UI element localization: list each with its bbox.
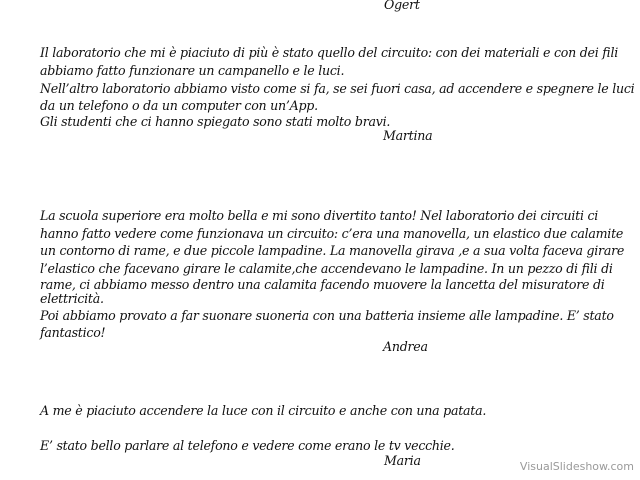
text-line: rame, ci abbiamo messo dentro una calamita facendo muovere la lancetta del misuratore di [40,277,605,292]
text-line: un contorno di rame, e due piccole lampadine. La manovella girava ,e a sua volta faceva girare [40,243,625,258]
text-line: E’ stato bello parlare al telefono e vedere come erano le tv vecchie. [40,438,455,453]
text-line: abbiamo fatto funzionare un campanello e le luci. [40,63,345,78]
text-line: Nell’altro laboratorio abbiamo visto come si fa, se sei fuori casa, ad accendere e spegnere le luci [40,81,635,96]
text-line: Gli studenti che ci hanno spiegato sono stati molto bravi. [40,114,391,129]
watermark: VisualSlideshow.com [519,460,634,473]
text-line: La scuola superiore era molto bella e mi sono divertito tanto! Nel laboratorio dei circuiti ci [40,208,599,223]
signature-andrea: Andrea [383,339,428,354]
text-line: A me è piaciuto accendere la luce con il circuito e anche con una patata. [40,403,487,418]
text-line: hanno fatto vedere come funzionava un circuito: c’era una manovella, un elastico due calamite [40,226,624,241]
text-line: l’elastico che facevano girare le calamite,che accendevano le lampadine. In un pezzo di fili di [40,261,613,276]
text-line: Il laboratorio che mi è piaciuto di più è stato quello del circuito: con dei materiali e con dei fili [40,45,619,60]
text-line: Poi abbiamo provato a far suonare suoneria con una batteria insieme alle lampadine. E’ stato [40,308,614,323]
signature-martina: Martina [383,128,433,143]
signature-maria: Maria [384,453,421,468]
signature-ogert: Ogert [384,0,420,12]
text-line: fantastico! [40,325,106,340]
text-line: elettricità. [40,291,104,306]
text-line: da un telefono o da un computer con un’App. [40,98,318,113]
